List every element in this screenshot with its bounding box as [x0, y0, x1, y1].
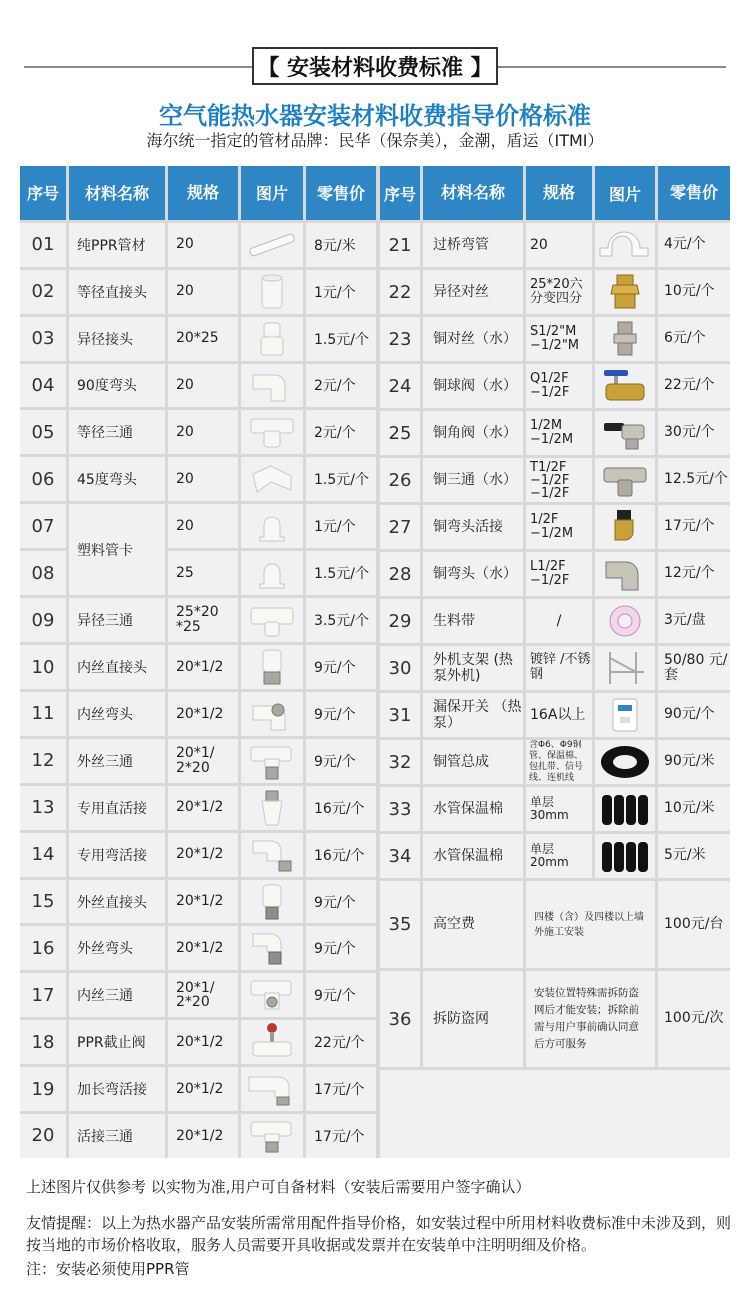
- row-price: 16元/个: [306, 833, 376, 877]
- row-no: 01: [20, 223, 66, 267]
- row-name: 活接三通: [69, 1114, 165, 1158]
- row-price: 100元/台: [658, 881, 730, 968]
- table-row: [380, 599, 730, 643]
- footer-note-ppr: 注：安装必须使用PPR管: [26, 1260, 190, 1278]
- row-name: 专用直活接: [69, 786, 165, 830]
- row-no: 09: [20, 598, 66, 642]
- table-row: [380, 458, 730, 502]
- table-row: [380, 787, 730, 831]
- row-name: 外机支架 (热泵外机): [423, 646, 523, 690]
- row-no: 24: [380, 364, 420, 408]
- row-no: 02: [20, 270, 66, 314]
- female-thread-elbow-icon: [241, 692, 303, 736]
- pipe-clip-icon: [241, 551, 303, 595]
- brass-elbow-union-icon: [595, 505, 655, 549]
- row-name: 等径直接头: [69, 270, 165, 314]
- header-no: 序号: [380, 166, 420, 220]
- brass-elbow-icon: [595, 552, 655, 596]
- row-price: 2元/个: [306, 410, 376, 454]
- insulation-foam-icon: [595, 834, 655, 878]
- row-name: 异径对丝: [423, 270, 523, 314]
- row-name: PPR截止阀: [69, 1020, 165, 1064]
- row-spec: 16A以上: [526, 693, 592, 737]
- row-name: 90度弯头: [69, 364, 165, 408]
- header-spec: 规格: [168, 166, 238, 220]
- ball-valve-icon: [595, 364, 655, 408]
- row-price: 90元/米: [658, 740, 730, 784]
- row-name: 内丝弯头: [69, 692, 165, 736]
- row-spec: 20: [168, 223, 238, 267]
- row-spec: 四楼（含）及四楼以上墙外施工安装: [526, 881, 655, 968]
- row-price: 10元/米: [658, 787, 730, 831]
- table-row: [20, 833, 376, 877]
- row-no: 31: [380, 693, 420, 737]
- table-row: [20, 645, 376, 689]
- row-price: 4元/个: [658, 223, 730, 267]
- row-no: 08: [20, 551, 66, 595]
- table-row: [20, 973, 376, 1017]
- row-spec: 20: [526, 223, 592, 267]
- row-no: 33: [380, 787, 420, 831]
- table-row: [20, 317, 376, 361]
- row-spec: L1/2F −1/2F: [526, 552, 592, 596]
- table-row: [20, 223, 376, 267]
- row-price: 9元/个: [306, 692, 376, 736]
- male-thread-elbow-icon: [241, 926, 303, 970]
- table-row: [380, 270, 730, 314]
- row-spec: 1/2F −1/2M: [526, 505, 592, 549]
- row-spec: 20*1/2: [168, 1067, 238, 1111]
- table-row: [380, 223, 730, 267]
- row-spec: 20*1/2: [168, 880, 238, 924]
- row-name: 塑料管卡: [69, 504, 165, 595]
- row-price: 90元/个: [658, 693, 730, 737]
- row-name: 异径三通: [69, 598, 165, 642]
- row-no: 29: [380, 599, 420, 643]
- row-no: 36: [380, 971, 420, 1067]
- table-row: [380, 834, 730, 878]
- table-row: [380, 971, 730, 1067]
- row-name: 拆防盗网: [423, 971, 523, 1067]
- row-spec: 20: [168, 457, 238, 501]
- elbow-union-icon: [241, 833, 303, 877]
- header-image: 图片: [241, 166, 303, 220]
- table-row: [20, 880, 376, 924]
- row-spec: /: [526, 599, 592, 643]
- brass-reducing-nipple-icon: [595, 270, 655, 314]
- merged-group-clip: [20, 504, 376, 595]
- row-name: 外丝直接头: [69, 880, 165, 924]
- row-spec: 20: [168, 504, 238, 548]
- row-no: 30: [380, 646, 420, 690]
- table-row: [380, 646, 730, 690]
- row-price: 1元/个: [306, 270, 376, 314]
- row-spec: 20*1/2: [168, 692, 238, 736]
- row-price: 1.5元/个: [306, 551, 376, 595]
- row-name: 铜三通（水）: [423, 458, 523, 502]
- header-title-box: 【 安装材料收费标准 】: [252, 47, 498, 85]
- brass-nipple-icon: [595, 317, 655, 361]
- row-name: 铜角阀（水）: [423, 411, 523, 455]
- footer-note-reference: 上述图片仅供参考 以实物为准,用户可自备材料（安装后需要用户签字确认）: [26, 1178, 531, 1196]
- row-spec: 25*20 *25: [168, 598, 238, 642]
- row-price: 1.5元/个: [306, 457, 376, 501]
- pipe-clip-icon: [241, 504, 303, 548]
- row-spec: 20: [168, 364, 238, 408]
- page-subtitle: 海尔统一指定的管材品牌：民华（保奈美），金潮，盾运（ITMI）: [146, 131, 604, 150]
- row-name: 铜对丝（水）: [423, 317, 523, 361]
- row-price: 10元/个: [658, 270, 730, 314]
- straight-coupling-icon: [241, 270, 303, 314]
- row-spec: 20: [168, 270, 238, 314]
- left-table: [20, 166, 376, 1158]
- row-no: 14: [20, 833, 66, 877]
- table-row: [20, 786, 376, 830]
- row-no: 11: [20, 692, 66, 736]
- row-spec: 单层30mm: [526, 787, 592, 831]
- price-table: [20, 166, 730, 1158]
- elbow-45-icon: [241, 457, 303, 501]
- row-no: 05: [20, 410, 66, 454]
- right-header-row: [380, 166, 730, 220]
- row-name: 45度弯头: [69, 457, 165, 501]
- row-no: 07: [20, 504, 66, 548]
- row-spec: T1/2F −1/2F −1/2F: [526, 458, 592, 502]
- row-price: 9元/个: [306, 880, 376, 924]
- row-price: 1.5元/个: [306, 317, 376, 361]
- row-price: 9元/个: [306, 645, 376, 689]
- table-row: [20, 270, 376, 314]
- straight-union-icon: [241, 786, 303, 830]
- row-no: 32: [380, 740, 420, 784]
- row-no: 15: [20, 880, 66, 924]
- row-no: 18: [20, 1020, 66, 1064]
- table-row: [20, 1114, 376, 1158]
- row-no: 25: [380, 411, 420, 455]
- row-price: 6元/个: [658, 317, 730, 361]
- table-row: [20, 1067, 376, 1111]
- header-name: 材料名称: [423, 166, 523, 220]
- filler-cell: [380, 1070, 730, 1158]
- left-header-row: [20, 166, 376, 220]
- insulation-foam-icon: [595, 787, 655, 831]
- header-image: 图片: [595, 166, 655, 220]
- table-row: [20, 692, 376, 736]
- row-spec: 20*1/2: [168, 926, 238, 970]
- row-no: 19: [20, 1067, 66, 1111]
- stop-valve-icon: [241, 1020, 303, 1064]
- row-price: 9元/个: [306, 973, 376, 1017]
- row-spec: 25: [168, 551, 238, 595]
- row-name: 漏保开关 （热泵）: [423, 693, 523, 737]
- row-spec: S1/2"M −1/2"M: [526, 317, 592, 361]
- row-name: 铜弯头活接: [423, 505, 523, 549]
- row-price: 3元/盘: [658, 599, 730, 643]
- row-no: 23: [380, 317, 420, 361]
- table-row: [20, 457, 376, 501]
- table-row: [20, 926, 376, 970]
- table-row: [20, 739, 376, 783]
- row-no: 17: [20, 973, 66, 1017]
- row-spec: 安装位置特殊需拆防盗网后才能安装；拆除前需与用户事前确认同意后方可服务: [526, 971, 655, 1067]
- right-table: [380, 166, 730, 1158]
- row-no: 26: [380, 458, 420, 502]
- row-price: 8元/米: [306, 223, 376, 267]
- row-spec: 镀锌 /不锈钢: [526, 646, 592, 690]
- header-no: 序号: [20, 166, 66, 220]
- table-row: [380, 881, 730, 968]
- page-title: 空气能热水器安装材料收费指导价格标准: [159, 102, 591, 130]
- row-spec: 含Φ6、Φ9铜管、保温棉、包扎带、信号线、连机线: [526, 740, 592, 784]
- row-no: 12: [20, 739, 66, 783]
- male-thread-tee-icon: [241, 739, 303, 783]
- female-thread-tee-icon: [241, 973, 303, 1017]
- angle-valve-icon: [595, 411, 655, 455]
- row-name: 加长弯活接: [69, 1067, 165, 1111]
- row-no: 21: [380, 223, 420, 267]
- row-price: 100元/次: [658, 971, 730, 1067]
- row-name: 铜球阀（水）: [423, 364, 523, 408]
- male-thread-coupling-icon: [241, 880, 303, 924]
- table-row: [380, 364, 730, 408]
- row-no: 03: [20, 317, 66, 361]
- header-spec: 规格: [526, 166, 592, 220]
- ppr-pipe-icon: [241, 223, 303, 267]
- row-price: 3.5元/个: [306, 598, 376, 642]
- table-row: [20, 364, 376, 408]
- row-spec: 20*1/2: [168, 786, 238, 830]
- row-price: 9元/个: [306, 926, 376, 970]
- elbow-90-icon: [241, 364, 303, 408]
- row-price: 17元/个: [306, 1114, 376, 1158]
- row-no: 06: [20, 457, 66, 501]
- row-name: 内丝三通: [69, 973, 165, 1017]
- header-price: 零售价: [306, 166, 376, 220]
- row-price: 1元/个: [306, 504, 376, 548]
- row-no: 13: [20, 786, 66, 830]
- row-name: 水管保温棉: [423, 834, 523, 878]
- table-row: [380, 317, 730, 361]
- row-no: 10: [20, 645, 66, 689]
- row-name: 铜管总成: [423, 740, 523, 784]
- row-spec: 20*1/2: [168, 1114, 238, 1158]
- row-name: 高空费: [423, 881, 523, 968]
- row-no: 20: [20, 1114, 66, 1158]
- row-price: 9元/个: [306, 739, 376, 783]
- table-row: [380, 552, 730, 596]
- row-name: 外丝弯头: [69, 926, 165, 970]
- outdoor-bracket-icon: [595, 646, 655, 690]
- row-spec: Q1/2F −1/2F: [526, 364, 592, 408]
- row-spec: 25*20六 分变四分: [526, 270, 592, 314]
- ptfe-tape-icon: [595, 599, 655, 643]
- row-name: 专用弯活接: [69, 833, 165, 877]
- row-spec: 20*1/2: [168, 833, 238, 877]
- row-price: 17元/个: [306, 1067, 376, 1111]
- tee-icon: [241, 410, 303, 454]
- header-name: 材料名称: [69, 166, 165, 220]
- row-spec: 20*25: [168, 317, 238, 361]
- table-row: [380, 411, 730, 455]
- row-no: 16: [20, 926, 66, 970]
- reducer-coupling-icon: [241, 317, 303, 361]
- row-no: 27: [380, 505, 420, 549]
- row-price: 2元/个: [306, 364, 376, 408]
- row-name: 水管保温棉: [423, 787, 523, 831]
- table-row: [380, 693, 730, 737]
- row-no: 34: [380, 834, 420, 878]
- long-elbow-union-icon: [241, 1067, 303, 1111]
- row-name: 外丝三通: [69, 739, 165, 783]
- row-spec: 20*1/ 2*20: [168, 739, 238, 783]
- row-name: 等径三通: [69, 410, 165, 454]
- row-spec: 单层20mm: [526, 834, 592, 878]
- row-price: 12元/个: [658, 552, 730, 596]
- row-spec: 20*1/2: [168, 1020, 238, 1064]
- row-spec: 20*1/2: [168, 645, 238, 689]
- row-price: 30元/个: [658, 411, 730, 455]
- row-price: 16元/个: [306, 786, 376, 830]
- row-price: 50/80 元/套: [658, 646, 730, 690]
- bridge-bend-icon: [595, 223, 655, 267]
- row-name: 异径接头: [69, 317, 165, 361]
- table-row: [20, 1020, 376, 1064]
- row-spec: 20*1/ 2*20: [168, 973, 238, 1017]
- row-price: 22元/个: [658, 364, 730, 408]
- row-price: 5元/米: [658, 834, 730, 878]
- table-row: [380, 505, 730, 549]
- table-row: [20, 598, 376, 642]
- row-spec: 1/2M −1/2M: [526, 411, 592, 455]
- row-no: 28: [380, 552, 420, 596]
- row-spec: 20: [168, 410, 238, 454]
- table-row: [20, 410, 376, 454]
- row-no: 04: [20, 364, 66, 408]
- table-row: [380, 740, 730, 784]
- row-name: 内丝直接头: [69, 645, 165, 689]
- row-name: 过桥弯管: [423, 223, 523, 267]
- copper-coil-icon: [595, 740, 655, 784]
- row-no: 35: [380, 881, 420, 968]
- union-tee-icon: [241, 1114, 303, 1158]
- female-thread-coupling-icon: [241, 645, 303, 689]
- row-price: 17元/个: [658, 505, 730, 549]
- brass-tee-icon: [595, 458, 655, 502]
- leakage-switch-icon: [595, 693, 655, 737]
- row-name: 生料带: [423, 599, 523, 643]
- row-name: 纯PPR管材: [69, 223, 165, 267]
- reducing-tee-icon: [241, 598, 303, 642]
- row-name: 铜弯头（水）: [423, 552, 523, 596]
- row-price: 12.5元/个: [658, 458, 730, 502]
- footer-note-reminder: 友情提醒：以上为热水器产品安装所需常用配件指导价格，如安装过程中所用材料收费标准中未涉及到，则按当地的市场价格收取，服务人员需要开具收据或发票并在安装单中注明明细及价格。: [26, 1214, 732, 1254]
- header-price: 零售价: [658, 166, 730, 220]
- row-price: 22元/个: [306, 1020, 376, 1064]
- row-no: 22: [380, 270, 420, 314]
- table-filler-row: [380, 1070, 730, 1158]
